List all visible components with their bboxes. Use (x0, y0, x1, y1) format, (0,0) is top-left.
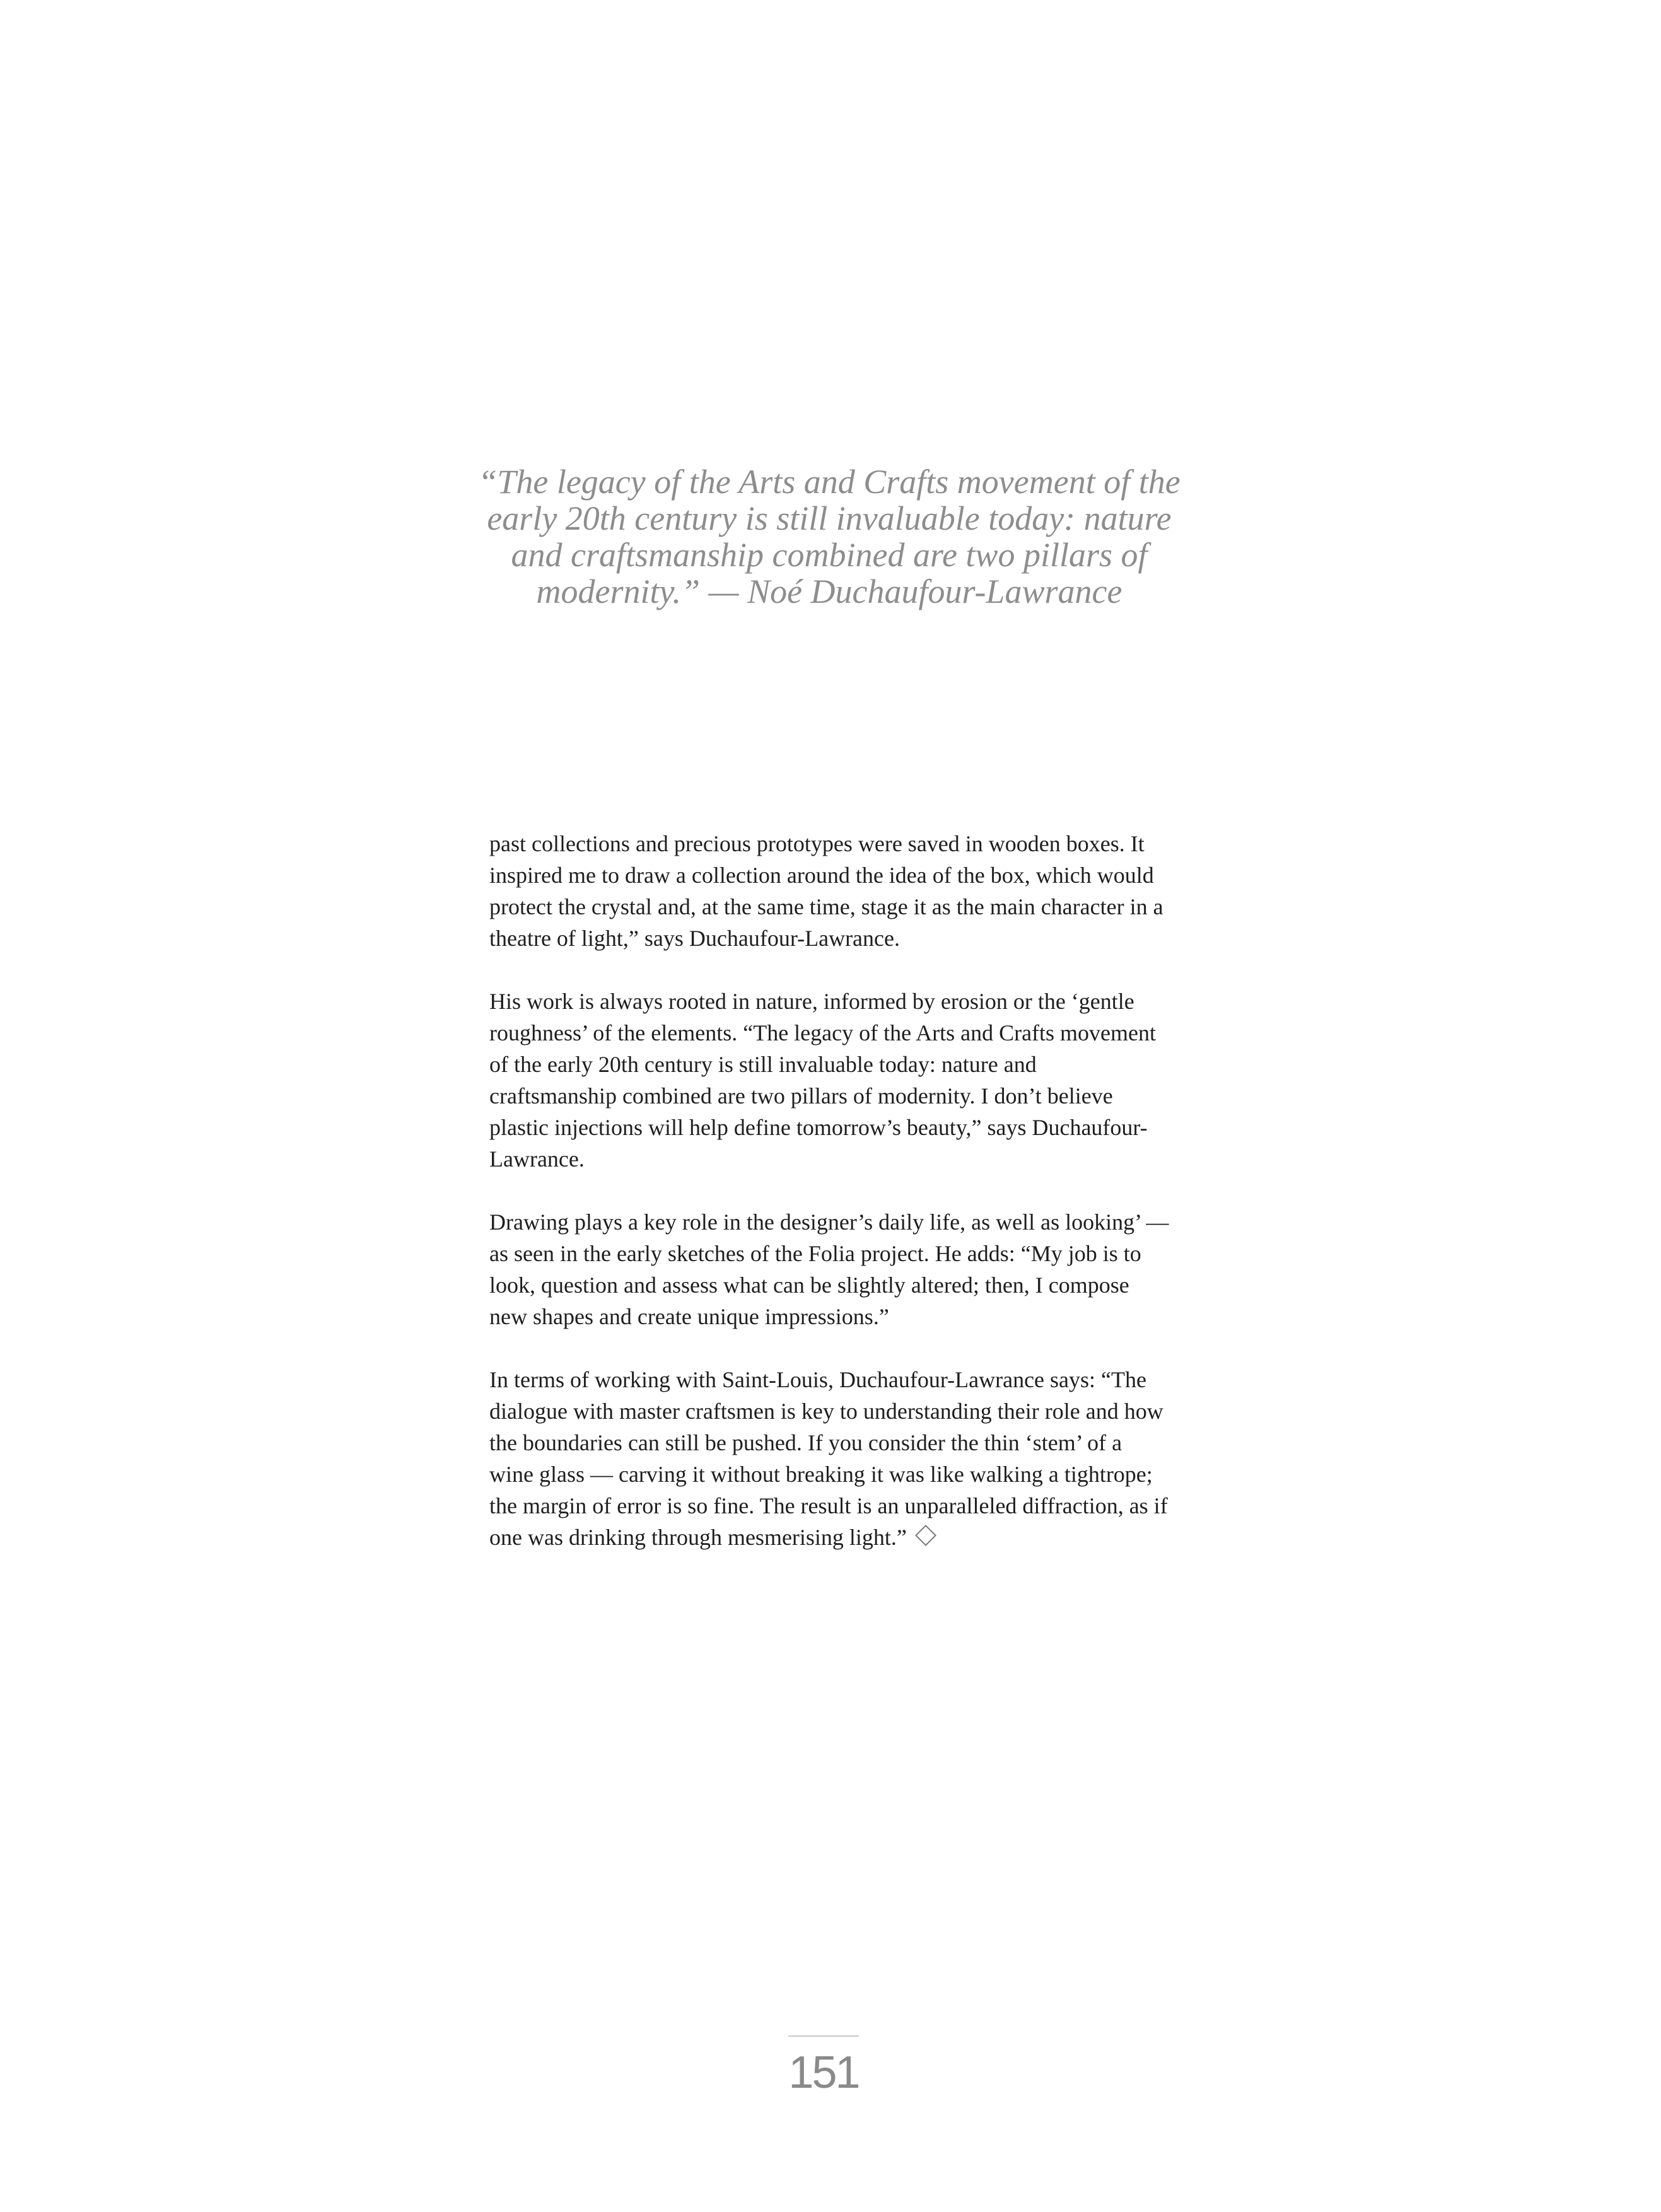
footer-divider (788, 2035, 859, 2037)
final-paragraph (489, 1364, 1169, 1553)
pull-quote (467, 463, 1192, 610)
body-paragraph: His work is always rooted in nature, informed by erosion or the ‘gentle roughness’ of the elements. “The legacy of the Arts and Crafts movement of the early 20th century is still invaluable today: nature and craftsmanship combined are two pillars of modernity. I don’t believe plastic injections will help define tomorrow’s beauty,” says Duchaufour-Lawrance. (489, 989, 1157, 1172)
body-paragraph: past collections and precious prototypes were saved in wooden boxes. It inspired me to draw a collection around the idea of the box, which would protect the crystal and, at the same time, stage it as the main character in a theatre of light,” says Duchaufour-Lawrance. (489, 831, 1163, 951)
page-number: 151 (788, 2047, 859, 2098)
pull-quote-line: early 20th century is still invaluable today: nature (487, 499, 1172, 537)
article-body (489, 828, 1169, 1585)
pull-quote-line: “The legacy of the Arts and Crafts movement of the (478, 463, 1180, 501)
body-paragraph-text: In terms of working with Saint-Louis, Duchaufour-Lawrance says: “The dialogue with master craftsmen is key to understanding their role and how the boundaries can still be pushed. If you consider the thin ‘stem’ of a wine glass — carving it without breaking it was like walking a tightrope; the margin of error is so fine. The result is an unparalleled diffraction, as if one was drinking through mesmerising light.” (489, 1367, 1168, 1550)
diamond-outline-icon (915, 1525, 936, 1546)
pull-quote-line: and craftsmanship combined are two pillars of (511, 536, 1148, 574)
body-paragraph: Drawing plays a key role in the designer’s daily life, as well as looking’ — as seen in the early sketches of the Folia project. He adds: “My job is to look, question and assess what can be slightly altered; then, I compose new shapes and create unique impressions.” (489, 1209, 1169, 1329)
pull-quote-line: modernity.” — Noé Duchaufour-Lawrance (536, 573, 1122, 610)
